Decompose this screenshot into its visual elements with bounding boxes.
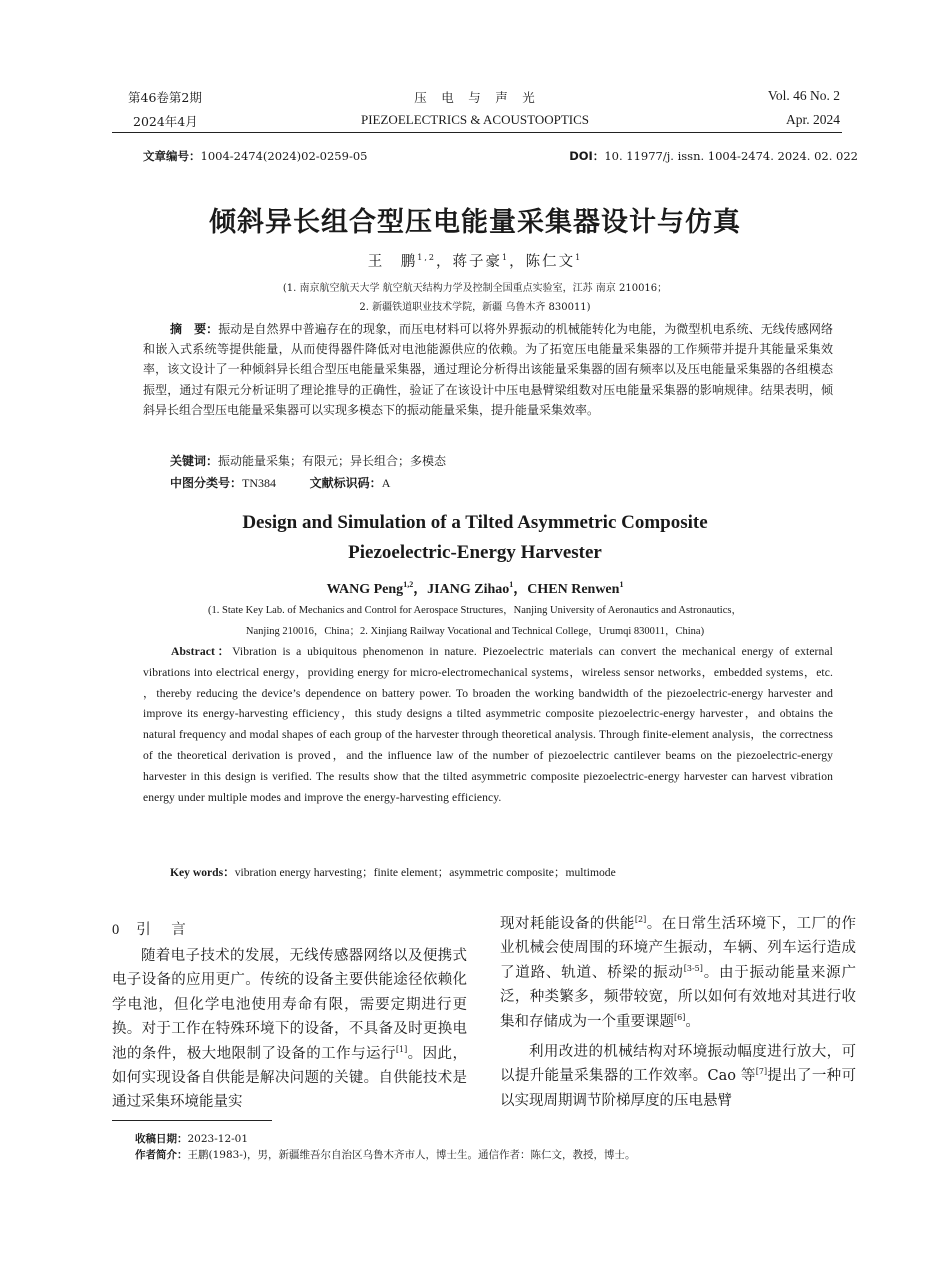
section-heading: 0 引 言 [112,922,189,938]
keywords-en: Key words：vibration energy harvesting；finite element；asymmetric composite；multimode [170,866,616,879]
abstract-zh-text: 振动是自然界中普遍存在的现象，而压电材料可以将外界振动的机械能转化为电能，为微型机电系统、无线传感网络和嵌入式系统等提供能量，从而使得器件降低对电池能源供应的依赖。为了拓宽压电能量采集器的工作频带并提升其能量采集效率，该文设计了一种倾斜异长组合型压电能量采集器，通过理论分析得出该能量采集器的固有频率以及压电能量采集器的各组模态振型，通过有限元分析证明了理论推导的正确性，验证了在该设计中压电悬臂梁组数对压电能量采集器的影响规律。结果表明，倾斜异长组合型压电能量采集器可以实现多模态下的振动能量采集，提升能量采集效率。 [143,322,833,417]
volume-label: Vol. 46 No. 2 [767,88,840,103]
footnote-rule [112,1120,272,1121]
classification: 中图分类号：TN384 文献标识码：A [170,476,391,490]
body-column-left: 随着电子技术的发展，无线传感器网络以及便携式电子设备的应用更广。传统的设备主要供能途径依赖化学电池，但化学电池使用寿命有限，需要定期进行更换。对于工作在特殊环境下的设备，不具备及时更换电池的条件，极大地限制了设备的工作与运行[1]。因此，如何实现设备自供能是解决问题的关键。自供能技术是通过采集环境能量实 [112,948,468,1111]
article-number: 文章编号：1004-2474(2024)02-0259-05 [143,149,368,163]
authors-zh: 王 鹏$^{1,2}$，蒋子豪$^1$，陈仁文$^1$ [367,253,583,270]
doi: DOI：10. 11977/j. issn. 1004-2474. 2024. 02. 022 [569,149,858,163]
journal-title-zh: 压 电 与 声 光 [414,90,536,105]
title-en-line1: Design and Simulation of a Tilted Asymmetric Composite [242,512,708,533]
abstract-zh-label: 摘 要： [170,322,219,336]
header-rule [112,132,842,133]
affiliation-en: (1. State Key Lab. of Mechanics and Control for Aerospace Structures，Nanjing University of Aeronautics and Astronautics， Nanjing 210016，China；2. Xinjiang Railway Vocational and Technical College，Urumqi 830011，China) [208,605,742,637]
received-date: 收稿日期：2023-12-01 [135,1133,249,1145]
abstract-en-text: Vibration is a ubiquitous phenomenon in nature. Piezoelectric materials can convert the mechanical energy of external vibrations into electrical energy，providing energy for micro-electromechanical systems，wireless sensor networks，embedded systems，etc. ，thereby reducing the device’s dependence on battery power. To broaden the working bandwidth of the piezoelectric-energy harvester and improve its energy-harvesting efficiency，this study designs a tilted asymmetric composite piezoelectric-energy harvester，and obtains the natural frequency and modal shapes of each group of the harvester through theoretical analysis. Through finite-element analysis，the correctness of the theoretical derivation is proved，and the influence law of the number of piezoelectric cantilever beams on the piezoelectric-energy harvester in this design is verified. The results show that the tilted asymmetric composite piezoelectric-energy harvester can harvest vibration energy under multiple modes and improve the energy-harvesting efficiency. [143,645,833,804]
date-label-en: Apr. 2024 [786,112,840,127]
author-bio: 作者简介：王鹏(1983-)，男，新疆维吾尔自治区乌鲁木齐市人，博士生。通信作者：陈仁文，教授，博士。 [135,1149,636,1161]
date-label-zh: 2024年4月 [133,114,198,129]
title-zh: 倾斜异长组合型压电能量采集器设计与仿真 [209,207,741,238]
affiliation-zh-1: (1. 南京航空航天大学 航空航天结构力学及控制全国重点实验室，江苏 南京 210016； [282,283,668,294]
abstract-zh [143,319,833,420]
affiliation-zh-2: 2. 新疆铁道职业技术学院，新疆 乌鲁木齐 830011) [359,302,591,313]
journal-title-en: PIEZOELECTRICS & ACOUSTOOPTICS [360,112,589,127]
authors-en: WANG Peng$^{1,2}$，JIANG Zihao$^1$，CHEN Renwen$^1$ [326,580,624,597]
title-en-line2: Piezoelectric-Energy Harvester [348,542,602,563]
body-column-right: 现对耗能设备的供能[2]。在日常生活环境下，工厂的作业机械会使周围的环境产生振动，车辆、列车运行造成了道路、轨道、桥梁的振动[3-5]。由于振动能量来源广泛，种类繁多，频带较宽，所以如何有效地对其进行收集和存储成为一个重要课题[6]。 利用改进的机械结构对环境振动幅度进行放大，可以提升能量采集器的工作效率。Cao 等[7]提出了一种可以实现周期调节阶梯厚度的压电悬臂 [500,915,857,1109]
keywords-zh: 关键词：振动能量采集；有限元；异长组合；多模态 [170,454,447,468]
issue-label: 第46卷第2期 [128,90,202,105]
abstract-en-label: Abstract： [171,645,233,658]
abstract-en [143,642,833,808]
